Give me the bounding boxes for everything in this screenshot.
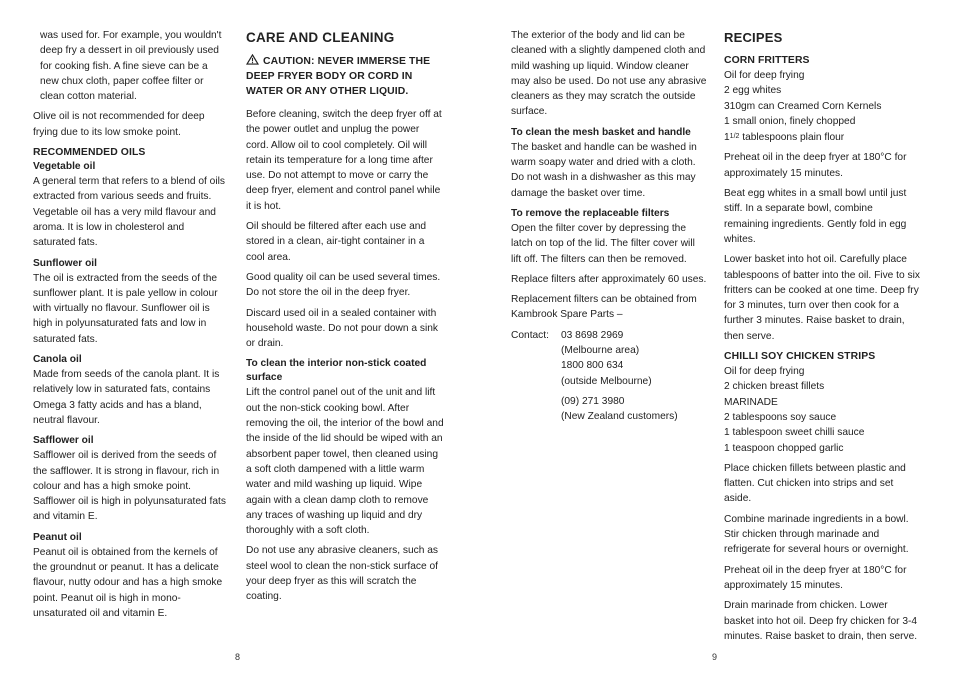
sunflower-oil-text: The oil is extracted from the seeds of the sunflower plant. It is pale yellow in colour with virtually no flavour. Sunflower oil is high in polyunsaturated fats and low in saturated fats. — [33, 272, 218, 345]
filters-text: Open the filter cover by depressing the latch on top of the lid. The filter cover will lift off. The filters can then be removed. — [511, 222, 695, 265]
chilli-step: Combine marinade ingredients in a bowl. Stir chicken through marinade and refrigerate for several hours or overnight. — [724, 513, 909, 556]
vegetable-oil-heading: Vegetable oil — [33, 161, 96, 173]
contact-note-outside: (outside Melbourne) — [561, 375, 652, 387]
sunflower-oil-heading: Sunflower oil — [33, 257, 97, 269]
ingredient: 1 tablespoon sweet chilli sauce — [724, 427, 865, 439]
chilli-step: Preheat oil in the deep fryer at 180°C for approximately 15 minutes. — [724, 564, 907, 591]
ingredient: 2 chicken breast fillets — [724, 381, 825, 393]
recommended-oils-heading: RECOMMENDED OILS — [33, 147, 146, 159]
interior-text: Lift the control panel out of the unit and lift out the non-stick cooking bowl. After removing the oil, the interior of the bowl and the inside of the lid should be wiped with an absorbent paper towel, then cleaned using a soft cloth dampened with a little warm water and mild washing up liquid. Wipe again with a clean damp cloth to remove any traces of washing up liquid and dry thoroughly with a soft cloth. — [246, 387, 444, 537]
chilli-chicken-ingredients — [724, 364, 920, 456]
basket-text: The basket and handle can be washed in warm soapy water and dried with a cloth. Do not wash in a dishwasher as this may damage the basket over time. — [511, 141, 697, 199]
corn-fritters-title: CORN FRITTERS — [724, 55, 810, 66]
ingredient: 1 small onion, finely chopped — [724, 115, 856, 127]
filters-heading: To remove the replaceable filters — [511, 207, 670, 219]
cleaning-column — [511, 28, 707, 425]
intro-continued-text: was used for. For example, you wouldn't deep fry a dessert in oil previously used for cooking fish. A fine sieve can be a new chux cloth, paper coffee filter or clean cotton material. — [40, 30, 222, 103]
canola-oil-text: Made from seeds of the canola plant. It is relatively low in saturated fats, contains Omega 3 fatty acids and has a bland, neutral flavour. — [33, 369, 220, 426]
marinade-label: MARINADE — [724, 396, 778, 408]
contact-phone-melbourne: 03 8698 2969 — [561, 329, 624, 341]
oils-column — [33, 28, 229, 626]
interior-heading: To clean the interior non-stick coated surface — [246, 358, 427, 384]
ingredient: 1 teaspoon chopped garlic — [724, 442, 844, 454]
corn-fritters-ingredients — [724, 68, 920, 145]
care-column — [246, 28, 444, 610]
canola-oil-heading: Canola oil — [33, 354, 82, 366]
vegetable-oil-text: A general term that refers to a blend of oils extracted from various seeds and fruits. Vegetable oil has a very mild flavour and aroma. It is low in cholesterol and saturated fats. — [33, 176, 225, 249]
caution-text: CAUTION: NEVER IMMERSE THE DEEP FRYER BODY OR CORD IN WATER OR ANY OTHER LIQUID. — [246, 56, 431, 97]
peanut-oil-heading: Peanut oil — [33, 531, 82, 543]
recipes-heading: RECIPES — [724, 30, 783, 45]
safflower-oil-text: Safflower oil is derived from the seeds of the safflower. It is strong in flavour, rich in colour and has a high smoke point. Safflower oil is high in polyunsaturated fats and vitamin E. — [33, 450, 226, 523]
page-number-left: 8 — [235, 652, 241, 662]
recipes-column — [724, 28, 920, 649]
contact-lines — [561, 328, 707, 425]
chilli-step: Place chicken fillets between plastic and flatten. Cut chicken into strips and set aside. — [724, 462, 906, 505]
chilli-chicken-title: CHILLI SOY CHICKEN STRIPS — [724, 351, 876, 363]
contact-note-nz: (New Zealand customers) — [561, 411, 678, 423]
flour-rest: tablespoons plain flour — [739, 132, 845, 144]
corn-step: Beat egg whites in a small bowl until just stiff. In a separate bowl, combine remaining ingredients. Gently fold in egg whites. — [724, 188, 907, 245]
warning-triangle-icon — [246, 54, 259, 65]
contact-label: Contact: — [511, 329, 549, 341]
spare-parts-text: Replacement filters can be obtained from Kambrook Spare Parts – — [511, 294, 697, 321]
flour-fraction: 1/2 — [729, 133, 740, 141]
corn-step: Preheat oil in the deep fryer at 180°C for approximately 15 minutes. — [724, 152, 907, 179]
chilli-step: Drain marinade from chicken. Lower basket into hot oil. Deep fry chicken for 3-4 minutes. Raise basket to drain, then serve. — [724, 600, 918, 642]
olive-oil-note: Olive oil is not recommended for deep frying due to its low smoke point. — [33, 111, 205, 138]
contact-note-melbourne: (Melbourne area) — [561, 345, 640, 357]
before-cleaning-text: Before cleaning, switch the deep fryer off at the power outlet and unplug the power cord. Allow oil to cool completely. Oil will retain its temperature for a long time after use. Do not attempt to move or carry the deep fryer, element and control panel while it is hot. — [246, 109, 442, 212]
exterior-text: The exterior of the body and lid can be cleaned with a slightly dampened cloth and mild washing up liquid. Window cleaner may also be used. Do not use any abrasive cleaners as they may scratch the outside surface. — [511, 30, 707, 118]
filter-oil-text: Oil should be filtered after each use and stored in a clean, air-tight container in a cool area. — [246, 221, 427, 263]
reuse-oil-text: Good quality oil can be used several times. Do not store the oil in the deep fryer. — [246, 271, 441, 299]
ingredient: 2 egg whites — [724, 85, 782, 97]
ingredient: 310gm can Creamed Corn Kernels — [724, 100, 882, 112]
basket-heading: To clean the mesh basket and handle — [511, 126, 691, 138]
discard-oil-text: Discard used oil in a sealed container with household waste. Do not pour down a sink or drain. — [246, 307, 438, 350]
corn-step: Lower basket into hot oil. Carefully place tablespoons of batter into the oil. Five to six fritters can be cooked at one time. Deep fry for 3 minutes, turn over then cook for a further 3 minutes. Raise basket to drain, then serve. — [724, 254, 920, 342]
peanut-oil-text: Peanut oil is obtained from the kernels of the groundnut or peanut. It has a delicate flavour, nutty odour and has a high smoke point. Peanut oil is high in mono-unsaturated oil and vitamin E. — [33, 546, 223, 619]
flour-whole: 1 — [724, 132, 730, 144]
ingredient: Oil for deep frying — [724, 70, 805, 81]
caution-notice — [246, 54, 444, 99]
safflower-oil-heading: Safflower oil — [33, 435, 94, 447]
page-number-right: 9 — [712, 652, 718, 662]
ingredient-flour — [724, 129, 920, 145]
replace-filters-text: Replace filters after approximately 60 uses. — [511, 273, 707, 285]
care-heading: CARE AND CLEANING — [246, 30, 395, 45]
ingredient: 2 tablespoons soy sauce — [724, 411, 837, 423]
contact-phone-outside: 1800 800 634 — [561, 360, 624, 372]
contact-block — [511, 328, 707, 425]
abrasive-warning-text: Do not use any abrasive cleaners, such as steel wool to clean the non-stick surface of your deep fryer as this will scratch the coating. — [246, 545, 438, 603]
contact-phone-nz: (09) 271 3980 — [561, 395, 625, 407]
ingredient: Oil for deep frying — [724, 366, 805, 378]
